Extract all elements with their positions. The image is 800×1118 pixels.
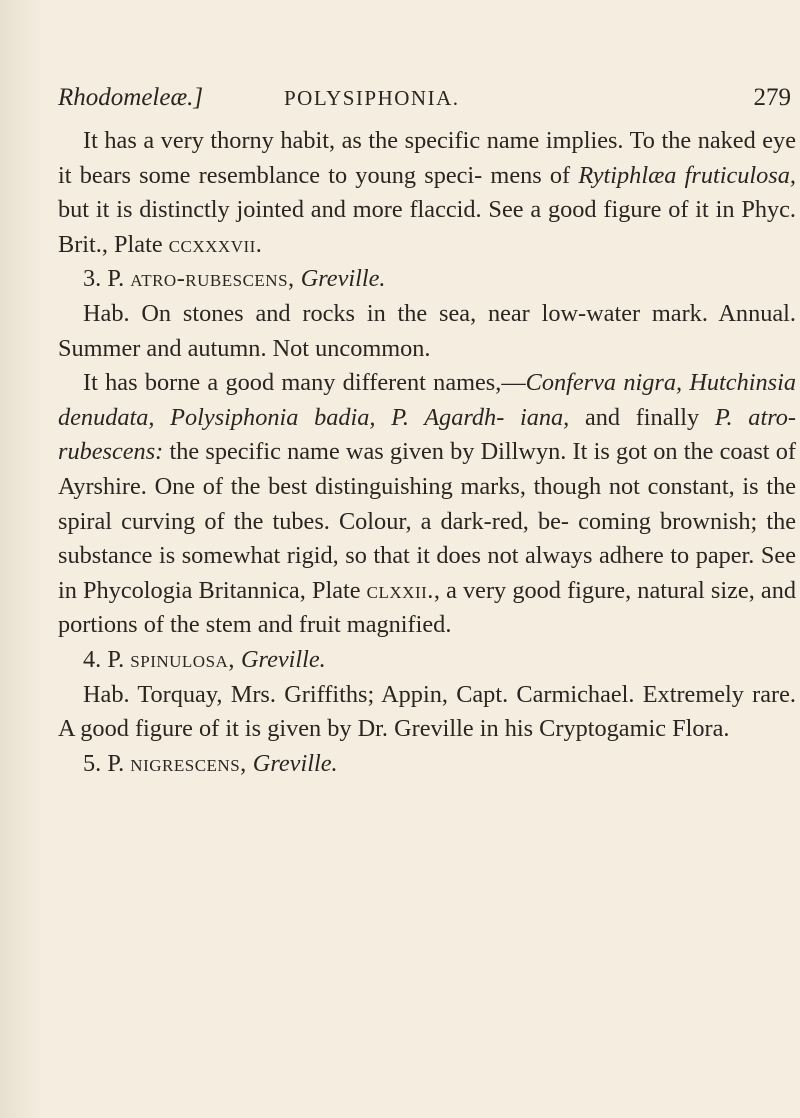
- plate-number: ccxxxvii.: [168, 230, 263, 258]
- taxon-name: Rytiphlæa fruticulosa,: [578, 161, 796, 189]
- running-head-section: Rhodomeleæ.]: [58, 84, 204, 111]
- text-segment: , a very good figure, natural size, and portions of the stem and fruit magnified.: [58, 576, 796, 639]
- text-segment: but it is distinctly jointed and more flaccid. See a good figure of it in Phyc. Brit., Plate: [58, 196, 796, 258]
- species-epithet: spinulosa,: [130, 645, 235, 673]
- species-heading-5: [58, 747, 796, 782]
- taxon-name: P. atro-rubescens:: [58, 403, 796, 466]
- text-segment: It has borne a good many different names,—: [83, 369, 526, 397]
- page-gutter-shadow: [0, 0, 42, 1118]
- taxon-synonyms: Conferva nigra, Hutchinsia denudata, Polysiphonia badia, P. Agardh- iana,: [58, 369, 796, 431]
- paragraph-description: [58, 124, 796, 262]
- species-author: Greville.: [300, 265, 386, 293]
- species-heading-3: [58, 262, 796, 297]
- species-author: Greville.: [252, 749, 338, 777]
- paragraph-habitat: Hab. On stones and rocks in the sea, near low-water mark. Annual. Summer and autumn. Not uncommon.: [58, 299, 796, 362]
- text-segment: the specific name was given by Dillwyn. It is got on the coast of Ayrshire. One of the best distinguishing marks, though not constant, is the spiral curving of the tubes. Colour, a dark-red, be- coming brownish; the substance is somewhat rigid, so that it does not always adhere to paper. See in Phycologia Britannica, Plate: [58, 438, 796, 604]
- species-epithet: nigrescens,: [130, 749, 247, 777]
- book-page: [58, 84, 796, 781]
- text-segment: and finally: [569, 403, 715, 431]
- body-text: [58, 124, 796, 781]
- species-author: Greville.: [240, 645, 326, 673]
- page-number: 279: [753, 84, 791, 111]
- paragraph-habitat: Hab. Torquay, Mrs. Griffiths; Appin, Capt. Carmichael. Extremely rare. A good figure of it is given by Dr. Greville in his Cryptogamic Flora.: [58, 680, 796, 743]
- plate-number: clxxii.: [366, 576, 434, 604]
- species-epithet: atro-rubescens,: [130, 265, 295, 293]
- paragraph-notes: [58, 366, 796, 643]
- running-head: [58, 84, 796, 124]
- species-heading-4: [58, 643, 796, 678]
- species-number: 5.: [83, 749, 102, 777]
- species-genus: P.: [107, 645, 125, 673]
- species-genus: P.: [107, 265, 125, 293]
- text-segment: It has a very thorny habit, as the specific name implies. To the naked eye it bears some resemblance to young speci- mens of: [58, 127, 796, 189]
- species-genus: P.: [107, 749, 125, 777]
- running-head-title: POLYSIPHONIA.: [284, 86, 460, 110]
- species-number: 3.: [83, 265, 102, 293]
- species-number: 4.: [83, 645, 102, 673]
